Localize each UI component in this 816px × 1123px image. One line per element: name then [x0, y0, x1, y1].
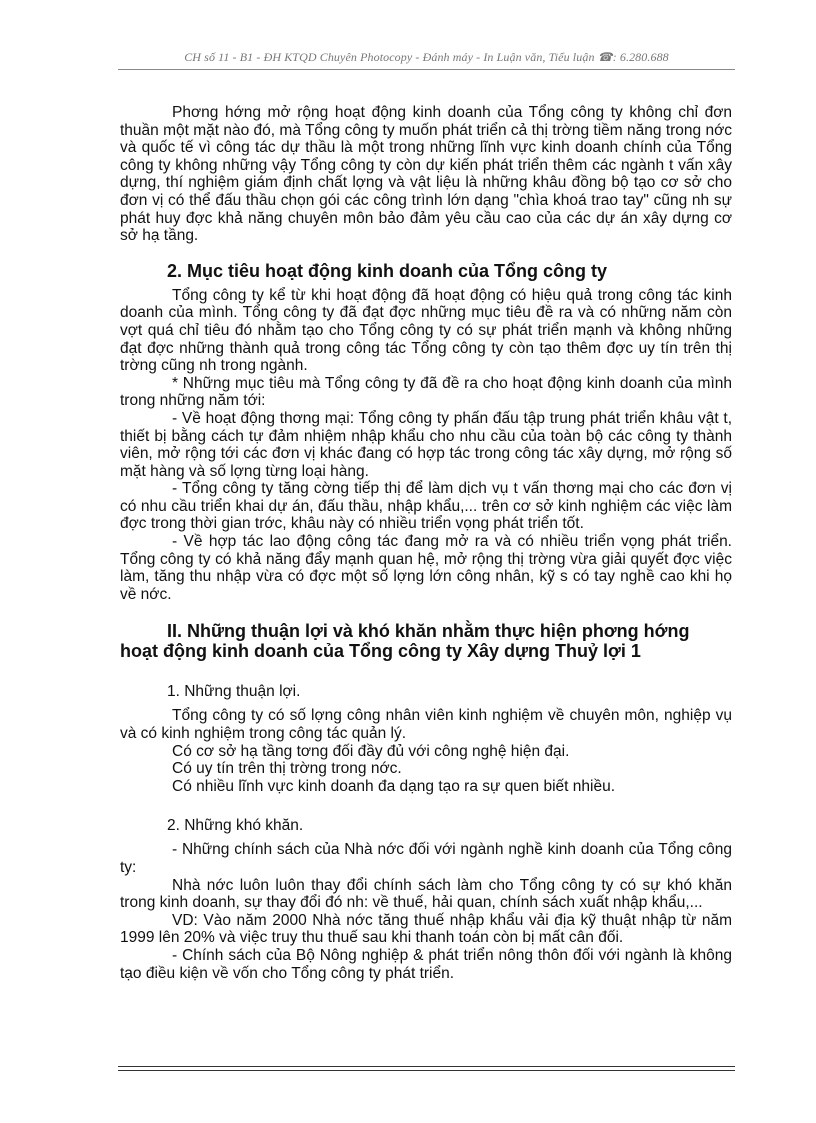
section-II-heading-line-2: hoạt động kinh doanh của Tổng công ty Xây dựng Thuỷ lợi 1 [120, 641, 641, 662]
advantages-paragraph-4: Có nhiều lĩnh vực kinh doanh đa dạng tạo ra sự quen biết nhiều. [172, 777, 616, 795]
document-body [120, 104, 732, 982]
section-II-heading [120, 621, 732, 661]
section-II-heading-line-1: II. Những thuận lợi và khó khăn nhằm thực hiện phơng hớng [167, 621, 690, 642]
footer-divider-bottom [118, 1070, 735, 1071]
header-divider [118, 69, 735, 70]
advantages-paragraph-1: Tổng công ty có số lợng công nhân viên kinh nghiệm về chuyên môn, nghiệp vụ và có kinh nghiệm trong công tác quản lý. [120, 707, 732, 743]
section-2-heading: 2. Mục tiêu hoạt động kinh doanh của Tổng công ty [167, 260, 607, 281]
section-2-paragraph-3: - Về hoạt động thơng mại: Tổng công ty phấn đấu tập trung phát triển khâu vật t, thiết bị bằng cách tự đảm nhiệm nhập khẩu cho nhu cầu của toàn bộ các công ty thành viên, mở rộng tới các đơn vị khác đang có hợp tác trong công tác xây dựng, mở rộng số mặt hàng và số lợng từng loại hàng. [120, 409, 732, 480]
advantages-paragraph-3: Có uy tín trên thị trờng trong nớc. [172, 760, 402, 778]
difficulties-paragraph-4: - Chính sách của Bộ Nông nghiệp & phát triển nông thôn đối với ngành là không tạo điều kiện về vốn cho Tổng công ty phát triển. [120, 946, 732, 982]
footer-divider-top [118, 1066, 735, 1067]
section-2-paragraph-1: Tổng công ty kể từ khi hoạt động đã hoạt động có hiệu quả trong công tác kinh doanh của mình. Tổng công ty đã đạt đợc những mục tiêu đề ra và có những năm còn vợt quá chỉ tiêu đó nhằm tạo cho Tổng công ty có sự phát triển mạnh và không những đạt đợc những thành quả trong công tác Tổng công ty còn tạo thêm đợc uy tín trên thị trờng cũng nh trong ngành. [120, 286, 732, 375]
difficulties-paragraph-1: - Những chính sách của Nhà nớc đối với ngành nghề kinh doanh của Tổng công ty: [120, 841, 732, 876]
section-2-paragraph-5: - Về hợp tác lao động công tác đang mở ra và có nhiều triển vọng phát triển. Tổng công ty có khả năng đẩy mạnh quan hệ, mở rộng thị trờng vừa giải quyết đợc việc làm, tăng thu nhập vừa có đợc một số lợng lớn công nhân, kỹ s có tay nghề cao khi họ về nớc. [120, 533, 732, 603]
section-2-paragraph-2: * Những mục tiêu mà Tổng công ty đã đề ra cho hoạt động kinh doanh của mình trong những năm tới: [120, 374, 732, 410]
page-header: CH số 11 - B1 - ĐH KTQD Chuyên Photocopy - Đánh máy - In Luận văn, Tiểu luận ☎: 6.280.688 [184, 50, 669, 64]
advantages-heading: 1. Những thuận lợi. [167, 683, 301, 701]
advantages-paragraph-2: Có cơ sở hạ tầng tơng đối đầy đủ với công nghệ hiện đại. [172, 742, 570, 760]
difficulties-heading: 2. Những khó khăn. [167, 817, 304, 835]
difficulties-paragraph-2: Nhà nớc luôn luôn thay đổi chính sách làm cho Tổng công ty có sự khó khăn trong kinh doanh, sự thay đổi đó nh: về thuế, hải quan, chính sách xuất nhập khẩu,... [120, 876, 732, 912]
intro-paragraph: Phơng hớng mở rộng hoạt động kinh doanh của Tổng công ty không chỉ đơn thuần một mặt nào đó, mà Tổng công ty muốn phát triển cả thị trờng tiềm năng trong nớc và quốc tế vì công tác dự thầu là một trong những lĩnh vực kinh doanh chính của Tổng công ty không những vậy Tổng công ty còn dự kiến phát triển thêm các ngành t vấn xây dựng, thí nghiệm giám định chất lợng và vật liệu là những khâu đồng bộ tạo cơ sở cho đơn vị có thể đấu thầu chọn gói các công trình lớn dạng "chìa khoá trao tay" cũng nh sự phát huy đợc khả năng chuyên môn bảo đảm yêu cầu cao của các dự án xây dựng cơ sở hạ tầng. [120, 104, 732, 245]
section-2-paragraph-4: - Tổng công ty tăng cờng tiếp thị để làm dịch vụ t vấn thơng mại cho các đơn vị có nhu cầu triển khai dự án, đấu thầu, nhập khẩu,... trên cơ sở kinh nghiệm các việc làm đợc trong thời gian trớc, khâu này có nhiều triển vọng phát triển tốt. [120, 480, 732, 533]
difficulties-paragraph-3: VD: Vào năm 2000 Nhà nớc tăng thuế nhập khẩu vải địa kỹ thuật nhập từ năm 1999 lên 20% và việc truy thu thuế sau khi thanh toán còn bị mất cân đối. [120, 911, 732, 947]
